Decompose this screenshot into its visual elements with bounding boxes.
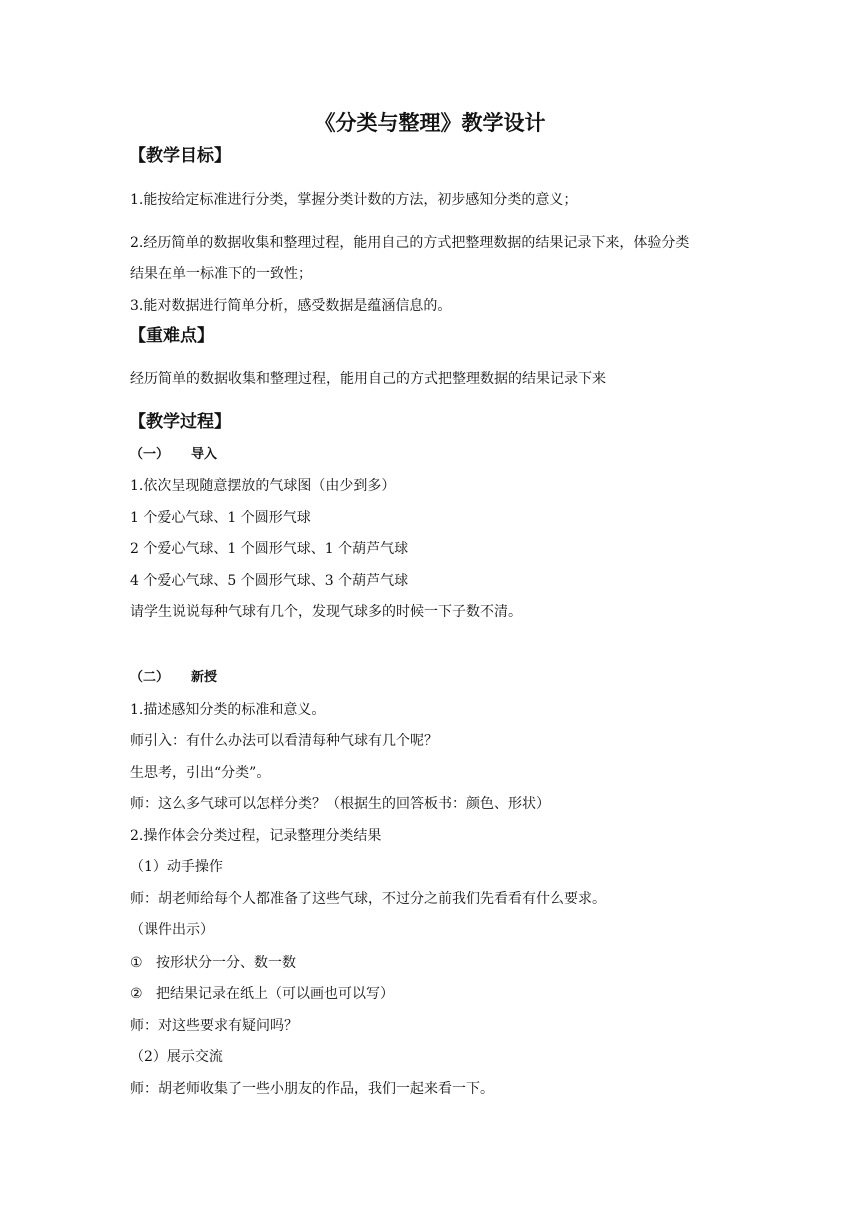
part2-after-line-3: 师：胡老师收集了一些小朋友的作品，我们一起来看一下。 [130, 1081, 494, 1097]
part2-heading [130, 668, 217, 688]
objective-item-1: 1.能按给定标准进行分类，掌握分类计数的方法，初步感知分类的意义； [130, 192, 578, 208]
part2-after-line-1: 师：对这些要求有疑问吗？ [130, 1018, 298, 1034]
requirement-marker-2: ② [130, 986, 143, 1002]
requirement-item-1 [130, 953, 296, 973]
part1-name: 导入 [191, 447, 218, 462]
part1-line-2: 1 个爱心气球、1 个圆形气球 [130, 510, 311, 526]
requirement-marker-1: ① [130, 955, 143, 971]
requirement-item-2 [130, 984, 394, 1004]
part1-line-1: 1.依次呈现随意摆放的气球图（由少到多） [130, 478, 396, 494]
part2-line-8: （课件出示） [130, 922, 214, 938]
part2-line-7: 师：胡老师给每个人都准备了这些气球，不过分之前我们先看看有什么要求。 [130, 891, 606, 907]
part2-label: （二） [130, 670, 170, 685]
part2-line-5: 2.操作体会分类过程，记录整理分类结果 [130, 828, 382, 844]
part1-line-5: 请学生说说每种气球有几个，发现气球多的时候一下子数不清。 [130, 604, 522, 620]
requirement-text-1: 按形状分一分、数一数 [156, 955, 296, 971]
objectives-heading: 【教学目标】 [129, 146, 231, 166]
process-heading: 【教学过程】 [129, 412, 231, 432]
objective-item-2-cont: 结果在单一标准下的一致性； [130, 266, 312, 282]
part1-line-3: 2 个爱心气球、1 个圆形气球、1 个葫芦气球 [130, 541, 409, 557]
requirement-text-2: 把结果记录在纸上（可以画也可以写） [156, 986, 394, 1002]
part1-heading [130, 445, 217, 465]
document-title: 《分类与整理》教学设计 [314, 111, 546, 135]
part2-after-line-2: （2）展示交流 [130, 1049, 223, 1065]
part2-line-3: 生思考，引出“分类”。 [130, 765, 271, 781]
objective-item-2: 2.经历简单的数据收集和整理过程，能用自己的方式把整理数据的结果记录下来，体验分类 [130, 235, 690, 251]
part2-line-6: （1）动手操作 [130, 859, 223, 875]
key-points-heading: 【重难点】 [129, 326, 214, 346]
objective-item-3: 3.能对数据进行简单分析，感受数据是蕴涵信息的。 [130, 298, 452, 314]
part2-name: 新授 [191, 670, 218, 685]
key-points-text: 经历简单的数据收集和整理过程，能用自己的方式把整理数据的结果记录下来 [130, 371, 606, 387]
part1-label: （一） [130, 447, 170, 462]
part2-line-4: 师：这么多气球可以怎样分类？（根据生的回答板书：颜色、形状） [130, 796, 550, 812]
part2-line-2: 师引入：有什么办法可以看清每种气球有几个呢？ [130, 733, 438, 749]
part1-line-4: 4 个爱心气球、5 个圆形气球、3 个葫芦气球 [130, 573, 409, 589]
part2-line-1: 1.描述感知分类的标准和意义。 [130, 702, 326, 718]
